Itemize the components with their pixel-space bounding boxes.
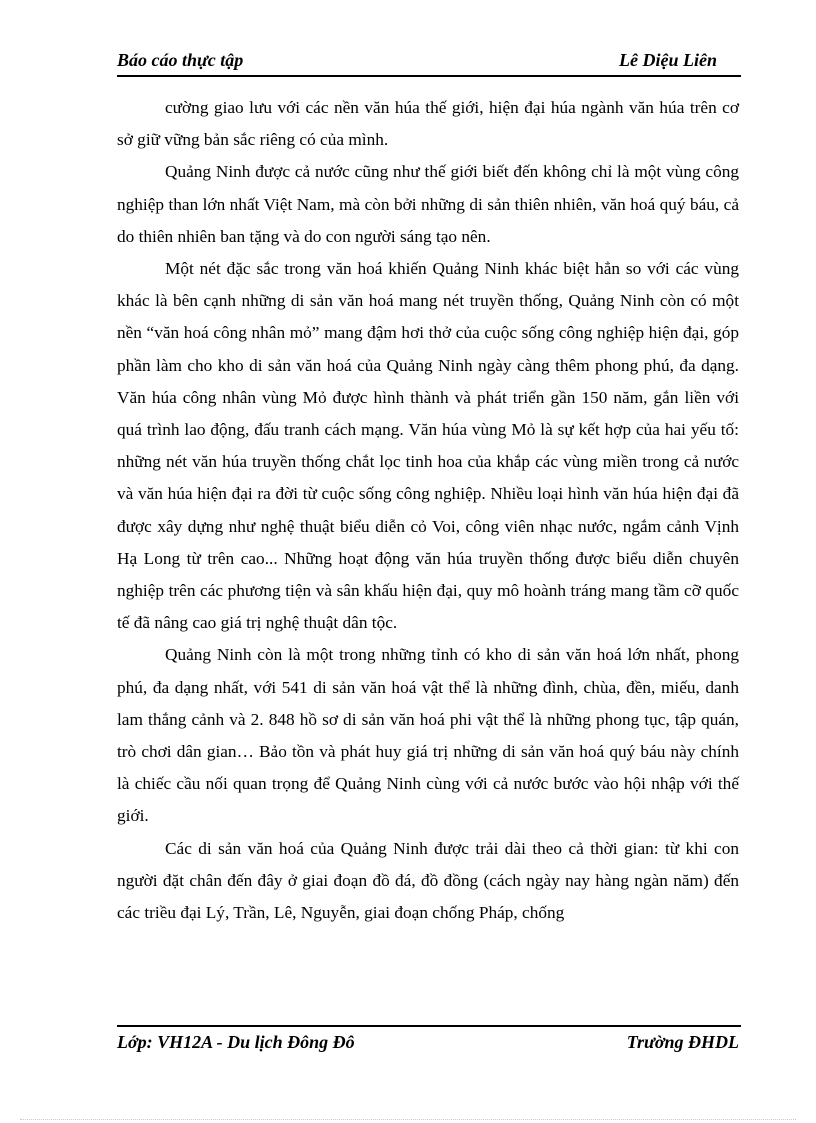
paragraph-2: Quảng Ninh được cả nước cũng như thế giới biết đến không chỉ là một vùng công nghiệp than lớn nhất Việt Nam, mà còn bởi những di sản thiên nhiên, văn hoá quý báu, cả do thiên nhiên ban tặng và do con người sáng tạo nên. [117, 162, 739, 246]
footer-school-name: Trường ĐHDL [626, 1032, 739, 1052]
paragraph-5: Các di sản văn hoá của Quảng Ninh được trải dài theo cả thời gian: từ khi con người đặt chân đến đây ở giai đoạn đồ đá, đồ đồng (cách ngày nay hàng ngàn năm) đến các triều đại Lý, Trần, Lê, Nguyễn, giai đoạn chống Pháp, chống [117, 838, 739, 923]
document-body [117, 92, 739, 929]
page-bottom-border [20, 1119, 796, 1120]
paragraph-4: Quảng Ninh còn là một trong những tỉnh có kho di sản văn hoá lớn nhất, phong phú, đa dạng nhất, với 541 di sản văn hoá vật thể là những đình, chùa, đền, miếu, danh lam thắng cảnh và 2. 848 hồ sơ di sản văn hoá phi vật thể là những phong tục, tập quán, trò chơi dân gian… Bảo tồn và phát huy giá trị những di sản văn hoá quý báu này chính là chiếc cầu nối quan trọng để Quảng Ninh cùng với cả nước bước vào hội nhập với thế giới. [117, 645, 739, 826]
page-header [117, 48, 741, 74]
paragraph-1: cường giao lưu với các nền văn húa thế giới, hiện đại húa ngành văn húa trên cơ sở giữ vững bản sắc riêng có của mình. [117, 98, 739, 150]
header-divider [117, 75, 741, 77]
footer-class-info: Lớp: VH12A - Du lịch Đông Đô [117, 1032, 355, 1052]
header-author-name: Lê Diệu Liên [619, 50, 717, 70]
footer-divider [117, 1025, 741, 1027]
header-report-title: Báo cáo thực tập [117, 50, 244, 70]
paragraph-3: Một nét đặc sắc trong văn hoá khiến Quảng Ninh khác biệt hẳn so với các vùng khác là bên cạnh những di sản văn hoá mang nét truyền thống, Quảng Ninh còn có một nền “văn hoá công nhân mỏ” mang đậm hơi thở của cuộc sống công nghiệp hiện đại, góp phần làm cho kho di sản văn hoá của Quảng Ninh ngày càng thêm phong phú, đa dạng. Văn húa công nhân vùng Mỏ được hình thành và phát triển gần 150 năm, gắn liền với quá trình lao động, đấu tranh cách mạng. Văn húa vùng Mỏ là sự kết hợp của hai yếu tố: những nét văn húa truyền thống chắt lọc tinh hoa của khắp các vùng miền trong cả nước và văn húa hiện đại ra đời từ cuộc sống công nghiệp. Nhiều loại hình văn húa hiện đại đã được xây dựng như nghệ thuật biểu diễn cỏ Voi, công viên nhạc nước, ngắm cảnh Vịnh Hạ Long từ trên cao... Những hoạt động văn húa truyền thống được biểu diễn chuyên nghiệp trên các phương tiện và sân khấu hiện đại, quy mô hoành tráng mang tầm cỡ quốc tế đã nâng cao giá trị nghệ thuật dân tộc. [117, 259, 739, 633]
